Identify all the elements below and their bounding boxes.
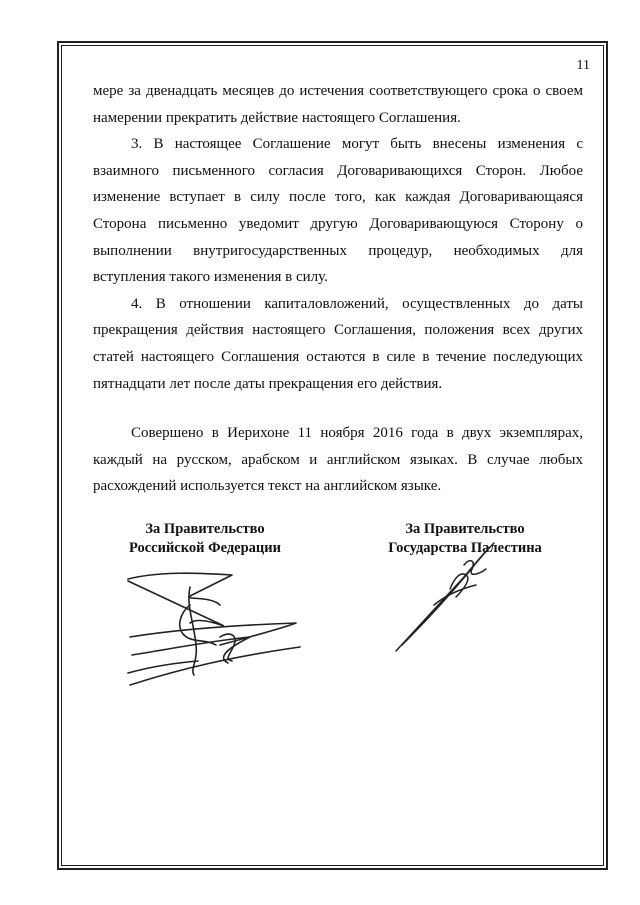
signature-russia [120, 565, 320, 695]
signatory-line: Российской Федерации [128, 540, 281, 556]
paragraph-continuation: мере за двенадцать месяцев до истечения соответствующего срока о своем намерении прекратить действие настоящего Соглашения. [93, 83, 583, 126]
signatory-block-russia [105, 520, 305, 558]
paragraph-article-4: 4. В отношении капиталовложений, осуществленных до даты прекращения действия настоящего Соглашения, положения всех других статей настоящего Соглашения остаются в силе в течение последующих пятнадцати лет после даты прекращения его действия. [93, 295, 583, 392]
signatory-line: За Правительство [145, 521, 265, 537]
signatory-line: Государства Палестина [388, 540, 542, 556]
paragraph-closing: Совершено в Иерихоне 11 ноября 2016 года в двух экземплярах, каждый на русском, арабском и английском языках. В случае любых расхождений используется текст на английском языке. [93, 425, 583, 495]
agreement-text [93, 78, 583, 500]
signature-palestine [390, 535, 520, 655]
paragraph-article-3: 3. В настоящее Соглашение могут быть внесены изменения с взаимного письменного согласия Договаривающихся Сторон. Любое изменение вступает в силу после того, как каждая Договаривающаяся Сторона письменно уведомит другую Договаривающуюся Сторону о выполнении внутригосударственных процедур, необходимых для вступления такого изменения в силу. [93, 136, 583, 286]
signatory-line: За Правительство [405, 521, 525, 537]
page-number: 11 [576, 58, 590, 73]
